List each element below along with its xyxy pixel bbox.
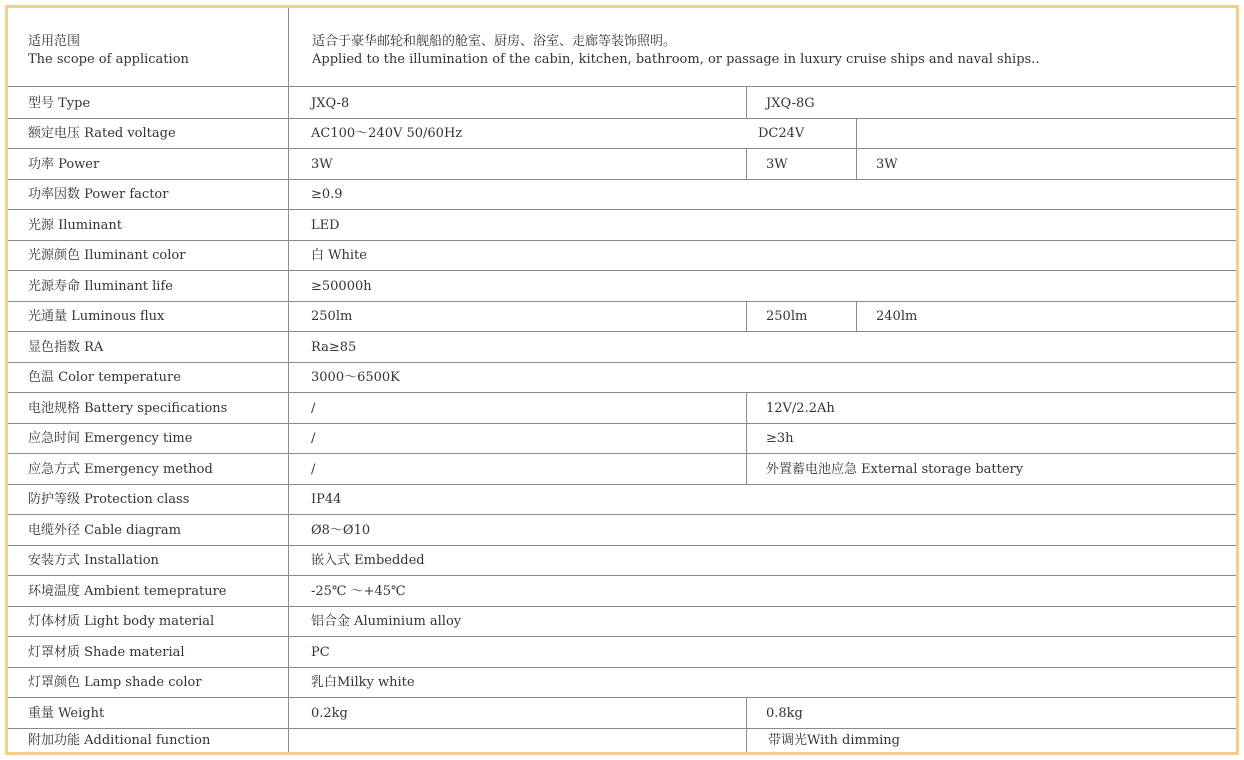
column-divider (856, 148, 857, 179)
column-divider (746, 392, 747, 423)
row-divider (8, 148, 1236, 149)
row-divider (8, 545, 1236, 546)
spec-value: 0.2kg (311, 706, 348, 721)
spec-label: 光通量 Luminous flux (28, 309, 165, 324)
spec-value: PC (311, 645, 330, 660)
spec-value: / (311, 462, 316, 477)
spec-value: 3000～6500K (311, 370, 400, 385)
column-divider (746, 728, 747, 752)
spec-value-variant-2: 240lm (876, 309, 918, 324)
row-divider (8, 697, 1236, 698)
row-divider (8, 606, 1236, 607)
row-divider (8, 453, 1236, 454)
spec-value-variant: DC24V (758, 126, 805, 141)
spec-value: Ø8～Ø10 (311, 523, 371, 538)
scope-label-en: The scope of application (28, 52, 189, 67)
row-divider (8, 484, 1236, 485)
column-divider (746, 148, 747, 179)
spec-label: 光源 Iluminant (28, 218, 123, 233)
row-divider (8, 118, 1236, 119)
row-divider (8, 392, 1236, 393)
spec-value-variant: 3W (766, 157, 788, 172)
spec-label: 电缆外径 Cable diagram (28, 523, 181, 538)
spec-value: 白 White (311, 248, 367, 263)
spec-label: 应急时间 Emergency time (28, 431, 193, 446)
spec-value-variant-2: 3W (876, 157, 898, 172)
spec-label: 附加功能 Additional function (28, 733, 211, 748)
spec-value: / (311, 401, 316, 416)
column-divider (746, 87, 747, 118)
row-divider (8, 514, 1236, 515)
column-divider (746, 423, 747, 453)
spec-value-variant: 带调光With dimming (768, 733, 901, 748)
row-divider (8, 179, 1236, 180)
row-divider (8, 423, 1236, 424)
spec-label: 电池规格 Battery specifications (28, 401, 228, 416)
spec-value: ≥50000h (311, 279, 372, 294)
spec-value: IP44 (311, 492, 342, 507)
spec-value: / (311, 431, 316, 446)
spec-value-variant: ≥3h (766, 431, 794, 446)
row-divider (8, 636, 1236, 637)
spec-label: 灯罩材质 Shade material (28, 645, 185, 660)
spec-label: 灯体材质 Light body material (28, 614, 215, 629)
row-divider (8, 240, 1236, 241)
spec-value-variant: 250lm (766, 309, 808, 324)
spec-value-variant: 外置蓄电池应急 External storage battery (766, 462, 1024, 477)
spec-label: 功率因数 Power factor (28, 187, 169, 202)
scope-label-cn: 适用范围 (28, 34, 81, 49)
spec-label: 重量 Weight (28, 706, 105, 721)
spec-label: 环境温度 Ambient temeprature (28, 584, 227, 599)
scope-value-en: Applied to the illumination of the cabin, kitchen, bathroom, or passage in luxury cruise ships and naval ships.. (312, 52, 1040, 67)
spec-value: 250lm (311, 309, 353, 324)
spec-label: 功率 Power (28, 157, 100, 172)
spec-value: 3W (311, 157, 333, 172)
spec-value: Ra≥85 (311, 340, 357, 355)
row-divider (8, 301, 1236, 302)
spec-value: LED (311, 218, 340, 233)
spec-label: 光源寿命 Iluminant life (28, 279, 173, 294)
row-divider (8, 728, 1236, 729)
spec-label: 应急方式 Emergency method (28, 462, 213, 477)
spec-value-variant: 0.8kg (766, 706, 803, 721)
spec-value: AC100～240V 50/60Hz (311, 126, 463, 141)
spec-label: 灯罩颜色 Lamp shade color (28, 675, 202, 690)
column-divider (746, 453, 747, 484)
row-divider (8, 86, 1236, 87)
spec-label: 光源颜色 Iluminant color (28, 248, 186, 263)
column-divider (746, 301, 747, 331)
spec-table (5, 5, 1239, 755)
row-divider (8, 331, 1236, 332)
row-divider (8, 362, 1236, 363)
row-divider (8, 209, 1236, 210)
row-divider (8, 270, 1236, 271)
spec-label: 色温 Color temperature (28, 370, 181, 385)
column-divider (856, 118, 857, 148)
row-divider (8, 667, 1236, 668)
spec-value-variant: JXQ-8G (766, 96, 815, 111)
spec-value: ≥0.9 (311, 187, 343, 202)
column-divider (288, 8, 289, 752)
spec-value-variant: 12V/2.2Ah (766, 401, 835, 416)
spec-value: 嵌入式 Embedded (311, 553, 425, 568)
column-divider (856, 301, 857, 331)
spec-label: 显色指数 RA (28, 340, 104, 355)
column-divider (746, 697, 747, 728)
spec-label: 安装方式 Installation (28, 553, 159, 568)
scope-value-cn: 适合于豪华邮轮和舰船的舱室、厨房、浴室、走廊等装饰照明。 (312, 34, 677, 49)
spec-label: 额定电压 Rated voltage (28, 126, 176, 141)
row-divider (8, 575, 1236, 576)
spec-value: JXQ-8 (311, 96, 350, 111)
spec-value: 铝合金 Aluminium alloy (311, 614, 462, 629)
spec-label: 防护等级 Protection class (28, 492, 190, 507)
spec-label: 型号 Type (28, 96, 91, 111)
spec-value: -25℃ ～+45℃ (311, 584, 406, 599)
spec-value: 乳白Milky white (311, 675, 415, 690)
